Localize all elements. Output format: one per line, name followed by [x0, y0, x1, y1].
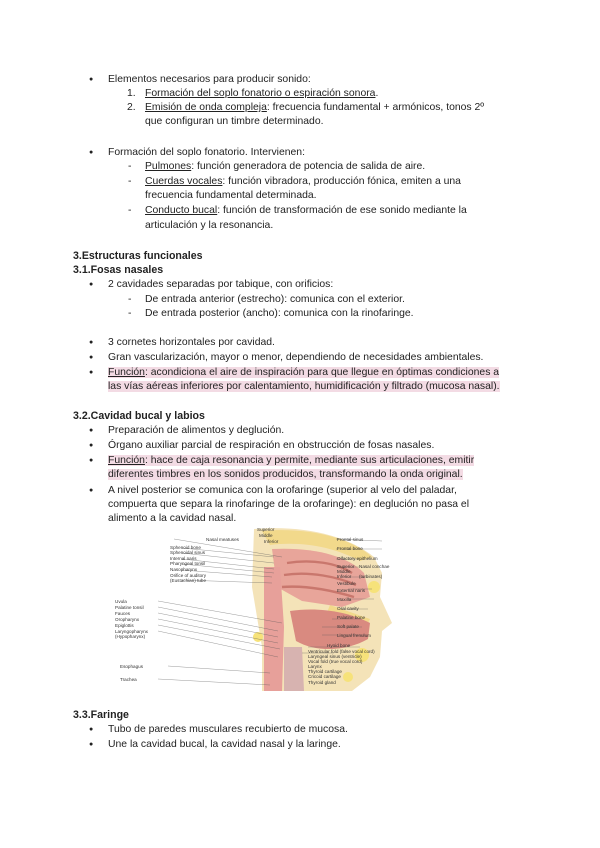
text: Formación del soplo fonatorio. Intervienen:: [108, 147, 305, 158]
text: .: [375, 88, 379, 99]
numbered-item-2-cont: que configuran un timbre determinado.: [145, 116, 324, 127]
label-ventricular-fold: Ventricular fold (false vocal cord): [308, 649, 375, 654]
label-palatine-bone: Palatine bone: [337, 615, 366, 620]
anatomy-figure: [112, 527, 396, 691]
bullet-organo: [108, 439, 434, 453]
bullet-tubo: [108, 723, 348, 737]
label-trachea: Trachea: [120, 677, 137, 682]
label-turbinates: (turbinates): [359, 574, 383, 579]
label-oral-cavity: Oral cavity: [337, 606, 359, 611]
underlined-term: Formación del soplo fonatorio o espiración sonora: [145, 88, 376, 99]
underlined-term: Emisión de onda compleja: [145, 102, 267, 113]
text: : hace de caja resonancia y permite, mediante sus articulaciones, emitir: [144, 455, 475, 466]
bullet-nivel-posterior: [108, 484, 457, 498]
label-nasopharynx: Nasopharynx: [170, 567, 198, 572]
bullet-nivel-posterior-cont2: alimento a la cavidad nasal.: [108, 513, 237, 524]
highlight: [108, 455, 474, 466]
label-palatine-tonsil: Palatine tonsil: [115, 605, 144, 610]
label-hyoid-bone: Hyoid bone: [327, 643, 351, 648]
label-inferior-top: Inferior: [264, 539, 279, 544]
label-fauces: Fauces: [115, 611, 131, 616]
text: Elementos necesarios para producir sonido:: [108, 74, 311, 85]
label-thyroid-gland: Thyroid gland: [308, 680, 336, 685]
label-lingual-frenulum: Lingual frenulum: [337, 633, 371, 638]
label-vocal-fold: Vocal fold (true vocal cord): [308, 659, 363, 664]
bullet-vascularizacion: [108, 351, 483, 365]
label-eustachian-tube: (Eustachian) tube: [170, 578, 207, 583]
label-larynx: Larynx: [308, 664, 322, 669]
dash-item-anterior: - De entrada anterior (estrecho): comunica con el exterior.: [145, 293, 405, 307]
label-orifice-auditory: Orifice of auditory: [170, 573, 206, 578]
underlined-term: Pulmones: [145, 161, 192, 172]
label-olfactory-epithelium: Olfactory epithelium: [337, 556, 378, 561]
label-frontal-sinus: Frontal sinus: [337, 537, 364, 542]
label-hypopharynx: (Hypopharynx): [115, 634, 146, 639]
dash-item-pulmones: [145, 160, 425, 174]
label-nasal-conchae: Nasal conchae: [359, 564, 390, 569]
label-pharyngeal-tonsil: Pharyngeal tonsil: [170, 561, 206, 566]
underlined-term: Función: [108, 455, 145, 466]
text: : función vibradora, producción fónica, emiten a una: [222, 176, 461, 187]
bullet-preparacion: [108, 424, 284, 438]
bullet-funcion-bucal-cont: [108, 468, 463, 482]
label-uvula: Uvula: [115, 599, 127, 604]
subsection-heading-fosas: 3.1.Fosas nasales: [73, 264, 164, 276]
text: : función generadora de potencia de salida de aire.: [191, 161, 426, 172]
item-number: 1.: [127, 88, 136, 99]
underlined-term: Conducto bucal: [145, 205, 218, 216]
label-thyroid-cartilage: Thyroid cartilage: [308, 669, 342, 674]
dash-item-conducto: [145, 204, 467, 218]
label-superior-top: Superior: [257, 527, 275, 532]
text: : acondiciona el aire de inspiración para que llegue en óptimas condiciones a: [144, 367, 500, 378]
text: 3 cornetes horizontales por cavidad.: [108, 337, 275, 348]
subsection-heading-faringe: 3.3.Faringe: [73, 709, 129, 721]
tissue-blob: [368, 581, 380, 593]
label-vestibule: Vestibule: [337, 581, 356, 586]
label-superior-right: Superior: [337, 564, 355, 569]
section-heading: 3.Estructuras funcionales: [73, 250, 203, 262]
label-frontal-bone: Frontal bone: [337, 546, 363, 551]
dash-item-cuerdas: [145, 175, 461, 189]
dash-item-conducto-cont: articulación y la resonancia.: [145, 220, 274, 231]
underlined-term: Función: [108, 367, 145, 378]
label-oropharynx: Oropharynx: [115, 617, 140, 622]
numbered-item-1: [127, 87, 379, 101]
bullet-funcion-nasal-cont: [108, 380, 500, 394]
label-soft-palate: Soft palate: [337, 624, 359, 629]
label-esophagus: Esophagus: [120, 664, 143, 669]
text: Gran vascularización, mayor o menor, dependiendo de necesidades ambientales.: [108, 352, 484, 363]
label-nasal-meatuses: Nasal meatuses: [206, 537, 239, 542]
text: Tubo de paredes musculares recubierto de mucosa.: [108, 724, 348, 735]
subsection-heading-cavidad: 3.2.Cavidad bucal y labios: [73, 410, 205, 422]
bullet-nivel-posterior-cont1: compuerta que separa la rinofaringe de la orofaringe): en deglución no pasa el: [108, 499, 470, 510]
label-sphenoidal-sinus: Sphenoidal sinus: [170, 550, 205, 555]
label-external-naris: External naris: [337, 588, 366, 593]
text: Órgano auxiliar parcial de respiración en obstrucción de fosas nasales.: [108, 440, 435, 451]
text: 2 cavidades separadas por tabique, con orificios:: [108, 279, 334, 290]
larynx-shape: [284, 647, 304, 691]
bullet-formacion: [108, 146, 305, 160]
text: : frecuencia fundamental + armónicos, tonos 2º: [266, 102, 485, 113]
pharynx-shape: [264, 567, 284, 691]
numbered-item-2: [127, 101, 485, 115]
label-middle-top: Middle: [259, 533, 273, 538]
highlight: [108, 367, 499, 378]
bullet-une: [108, 738, 341, 752]
tissue-blob: [343, 672, 353, 682]
label-laryngopharynx: Laryngopharynx: [115, 629, 148, 634]
bullet-funcion-bucal: [108, 454, 474, 468]
bullet-cornetes: [108, 336, 275, 350]
bullet-elementos: [108, 73, 311, 87]
text: : función de transformación de ese sonido mediante la: [217, 205, 467, 216]
label-cricoid-cartilage: Cricoid cartilage: [308, 674, 341, 679]
text: Une la cavidad bucal, la cavidad nasal y la laringe.: [108, 739, 341, 750]
label-sphenoid-bone: Sphenoid bone: [170, 545, 201, 550]
label-epiglottis: Epiglottis: [115, 623, 134, 628]
highlighted-text: diferentes timbres en los sonidos producidos, transformando la onda original.: [108, 469, 463, 480]
label-internal-naris: Internal naris: [170, 556, 197, 561]
dash-item-posterior: - De entrada posterior (ancho): comunica con la rinofaringe.: [145, 307, 414, 321]
label-middle-right: Middle: [337, 569, 351, 574]
dash-item-cuerdas-cont: frecuencia fundamental determinada.: [145, 190, 317, 201]
label-inferior-right: Inferior: [337, 574, 352, 579]
text: A nivel posterior se comunica con la orofaringe (superior al velo del paladar,: [108, 485, 457, 496]
highlighted-text: las vías aéreas inferiores por calentamiento, humidificación y filtrado (mucosa nasal).: [108, 381, 500, 392]
text: Preparación de alimentos y deglución.: [108, 425, 285, 436]
tissue-blob: [253, 632, 263, 642]
label-laryngeal-sinus: Laryngeal sinus (ventricle): [308, 654, 362, 659]
label-maxilla: Maxilla: [337, 597, 352, 602]
underlined-term: Cuerdas vocales: [145, 176, 223, 187]
bullet-cavidades: [108, 278, 333, 292]
bullet-funcion-nasal: [108, 366, 499, 380]
item-number: 2.: [127, 102, 136, 113]
